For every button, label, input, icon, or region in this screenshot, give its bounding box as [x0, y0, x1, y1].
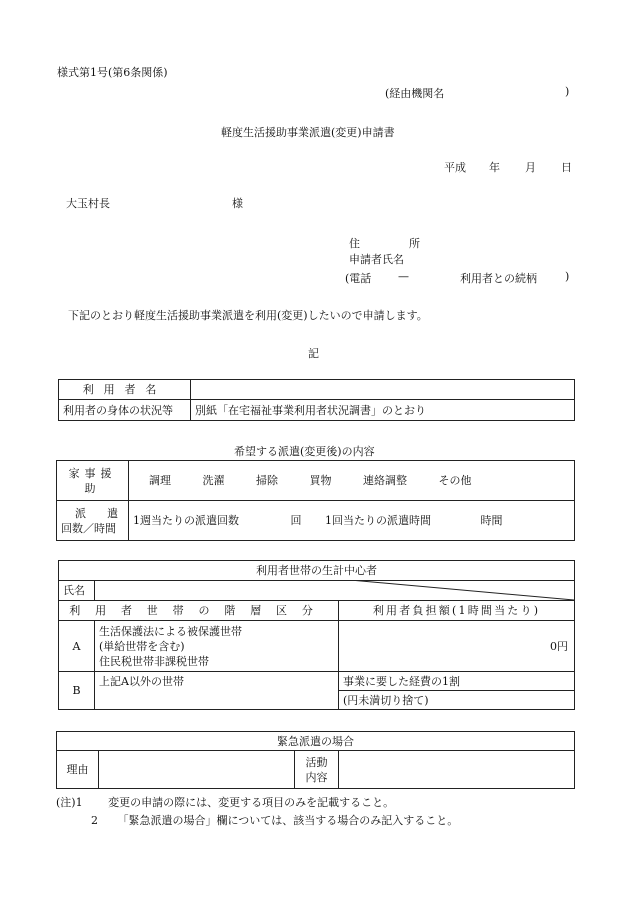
note-2	[91, 812, 458, 828]
via-org-label: (経由機関名	[385, 87, 445, 100]
housework-items	[129, 461, 575, 501]
note-2-num: 2	[91, 814, 98, 827]
activity-label-2: 内容	[305, 770, 328, 784]
date-year: 年	[489, 161, 500, 174]
class-a-burden: 0円	[339, 621, 575, 672]
housework-label: 家事援助	[57, 461, 129, 501]
note-2-text: 「緊急派遣の場合」欄については、該当する場合のみ記入すること。	[117, 814, 459, 827]
date-month: 月	[525, 161, 536, 174]
frequency-label-3: 回数／時間	[61, 521, 116, 535]
note-prefix: (注)1	[56, 796, 83, 809]
housework-item-laundry[interactable]: 洗濯	[202, 474, 225, 487]
address-label-1: 住	[349, 237, 360, 250]
date-day: 日	[561, 161, 572, 174]
burden-header: 利用者負担額(1時間当たり)	[339, 601, 575, 621]
class-a-line-2: (単給世帯を含む)	[99, 639, 185, 653]
frequency-label-2: 遣	[107, 506, 118, 520]
note-1	[56, 794, 394, 810]
per-time-label: 1回当たりの派遣時間	[325, 514, 431, 527]
relation-label: 利用者との続柄	[460, 272, 537, 285]
class-b-burden-1: 事業に要した経費の1割	[339, 672, 575, 691]
ki-label: 記	[308, 347, 319, 360]
address-label-2: 所	[409, 237, 420, 250]
class-b-burden-2: (円未満切り捨て)	[339, 691, 575, 710]
class-b-line-1: 上記A以外の世帯	[95, 672, 339, 710]
housework-item-cleaning[interactable]: 掃除	[256, 474, 278, 487]
class-code-a: A	[59, 621, 95, 672]
user-name-field[interactable]	[191, 380, 575, 400]
breadwinner-name-label: 氏名	[59, 581, 95, 601]
class-a-line-3: 住民税世帯非課税世帯	[99, 654, 209, 668]
recipient: 大玉村長	[66, 197, 110, 210]
user-name-label: 利用者名	[59, 380, 191, 400]
class-a-description	[95, 621, 339, 672]
dispatch-table	[56, 460, 575, 541]
housework-item-other[interactable]: その他	[438, 474, 472, 487]
intro-text: 下記のとおり軽度生活援助事業派遣を利用(変更)したいので申請します。	[68, 309, 428, 322]
frequency-fields	[129, 501, 575, 541]
times-unit: 回	[290, 514, 302, 527]
diagonal-line	[350, 580, 574, 600]
housework-item-cooking[interactable]: 調理	[149, 474, 171, 487]
user-condition-label: 利用者の身体の状況等	[59, 400, 191, 421]
honorific: 様	[232, 197, 243, 210]
form-number: 様式第1号(第6条関係)	[57, 66, 168, 79]
reason-field[interactable]	[99, 751, 295, 789]
per-week-label: 1週当たりの派遣回数	[133, 514, 239, 527]
reason-label: 理由	[57, 751, 99, 789]
emergency-table	[56, 731, 575, 789]
via-org-close: )	[565, 85, 570, 98]
note-1-text: 変更の申請の際には、変更する項目のみを記載すること。	[108, 796, 395, 809]
frequency-label-1: 派	[75, 506, 86, 520]
activity-label-1: 活動	[305, 755, 328, 769]
household-title: 利用者世帯の生計中心者	[59, 561, 575, 581]
user-condition-value: 別紙「在宅福祉事業利用者状況調書」のとおり	[191, 400, 575, 421]
document-title: 軽度生活援助事業派遣(変更)申請書	[221, 126, 395, 139]
activity-label	[295, 751, 339, 789]
class-header: 利用者世帯の階層区分	[59, 601, 339, 621]
date-era: 平成	[444, 161, 466, 174]
applicant-name-label: 申請者氏名	[349, 253, 404, 266]
user-table	[58, 379, 575, 421]
emergency-title: 緊急派遣の場合	[57, 732, 575, 751]
housework-item-shopping[interactable]: 買物	[309, 474, 332, 487]
dispatch-section-title: 希望する派遣(変更後)の内容	[234, 445, 375, 458]
class-code-b: B	[59, 672, 95, 710]
activity-field[interactable]	[339, 751, 575, 789]
housework-item-coordination[interactable]: 連絡調整	[363, 474, 407, 487]
phone-label: (電話	[345, 272, 372, 285]
phone-dash: —	[398, 270, 409, 283]
relation-close: )	[565, 270, 570, 283]
frequency-label	[57, 501, 129, 541]
hours-unit: 時間	[480, 514, 503, 527]
class-a-line-1: 生活保護法による被保護世帯	[99, 624, 242, 638]
